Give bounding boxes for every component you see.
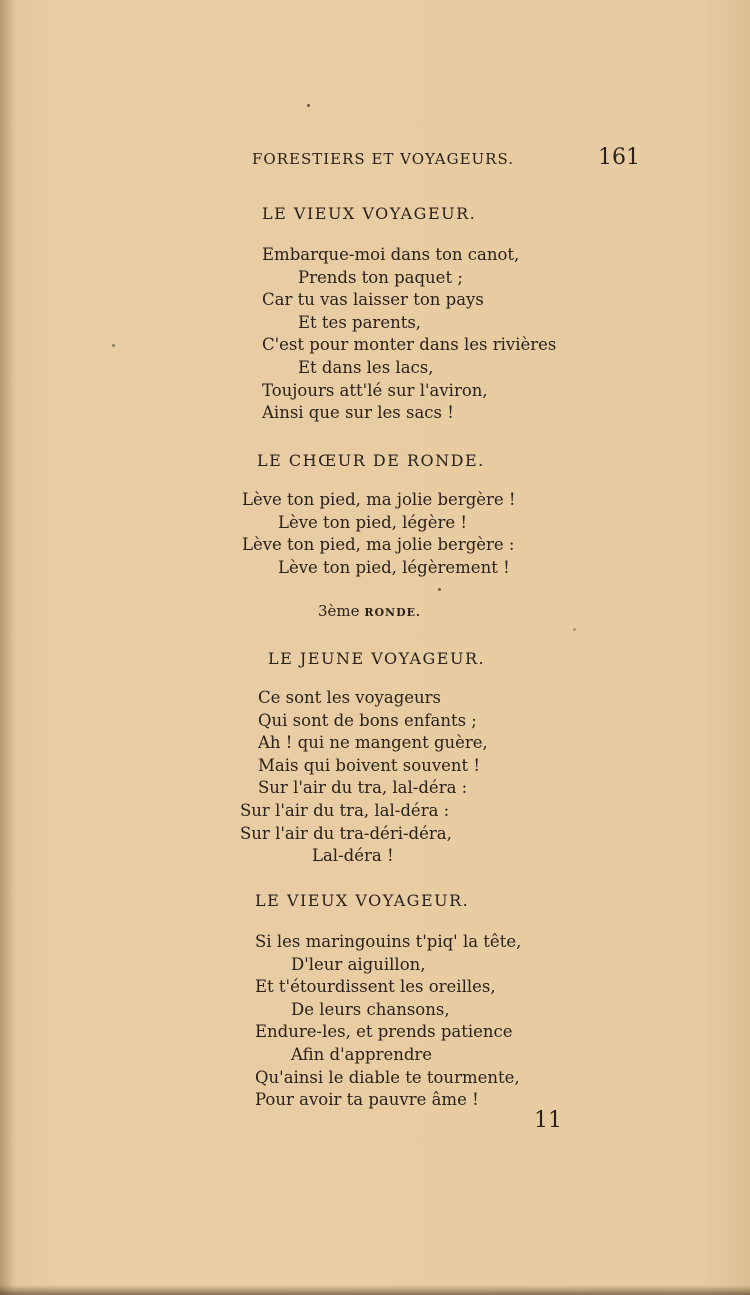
round-note: [318, 602, 421, 620]
verse-2: [242, 489, 516, 579]
paper-spot: [307, 104, 310, 107]
verse-line: Et dans les lacs,: [298, 357, 434, 377]
verse-line: Lève ton pied, légère !: [278, 512, 468, 532]
verse-line: Toujours att'lé sur l'aviron,: [262, 380, 488, 400]
verse-line: Car tu vas laisser ton pays: [262, 290, 484, 310]
round-word: RONDE.: [364, 606, 421, 619]
verse-line: Endure-les, et prends patience: [255, 1022, 513, 1042]
verse-line: D'leur aiguillon,: [291, 954, 426, 974]
verse-line: Et t'étourdissent les oreilles,: [255, 977, 496, 997]
verse-line: Sur l'air du tra-déri-déra,: [240, 823, 452, 843]
verse-line: De leurs chansons,: [291, 999, 450, 1019]
verse-line: Pour avoir ta pauvre âme !: [255, 1090, 479, 1110]
paper-spot: [573, 628, 576, 631]
verse-line: Prends ton paquet ;: [298, 267, 463, 287]
verse-line: Lève ton pied, ma jolie bergère :: [242, 535, 515, 555]
binding-shadow: [0, 0, 14, 1295]
verse-4: [255, 931, 521, 1112]
page-bottom-edge: [0, 1285, 750, 1295]
verse-line: C'est pour monter dans les rivières: [262, 335, 557, 355]
section-heading-4: LE VIEUX VOYAGEUR.: [255, 891, 470, 910]
verse-line: Ah ! qui ne mangent guère,: [258, 733, 488, 753]
verse-line: Lal-déra !: [312, 846, 394, 866]
section-heading-3: LE JEUNE VOYAGEUR.: [268, 649, 486, 668]
verse-line: Afin d'apprendre: [291, 1044, 433, 1064]
verse-line: Sur l'air du tra, lal-déra :: [240, 800, 450, 820]
signature-mark: 11: [534, 1108, 562, 1133]
verse-line: Mais qui boivent souvent !: [258, 755, 481, 775]
verse-line: Si les maringouins t'piq' la tête,: [255, 932, 522, 951]
verse-3: [240, 687, 488, 868]
paper-spot: [112, 344, 115, 347]
section-heading-1: LE VIEUX VOYAGEUR.: [262, 204, 477, 223]
verse-line: Sur l'air du tra, lal-déra :: [258, 778, 468, 798]
verse-line: Qu'ainsi le diable te tourmente,: [255, 1067, 520, 1087]
verse-line: Embarque-moi dans ton canot,: [262, 245, 520, 264]
verse-line: Lève ton pied, ma jolie bergère !: [242, 490, 516, 509]
round-number: 3ème: [318, 602, 360, 620]
verse-line: Ainsi que sur les sacs !: [262, 403, 454, 423]
verse-line: Lève ton pied, légèrement !: [278, 557, 510, 577]
page-number: 161: [598, 145, 640, 170]
paper-spot: [438, 588, 441, 591]
verse-line: Ce sont les voyageurs: [258, 688, 442, 707]
section-heading-2: LE CHŒUR DE RONDE.: [257, 451, 485, 470]
verse-line: Qui sont de bons enfants ;: [258, 710, 477, 730]
running-head: FORESTIERS ET VOYAGEURS.: [252, 150, 514, 168]
verse-line: Et tes parents,: [298, 312, 422, 332]
verse-1: [262, 244, 556, 425]
